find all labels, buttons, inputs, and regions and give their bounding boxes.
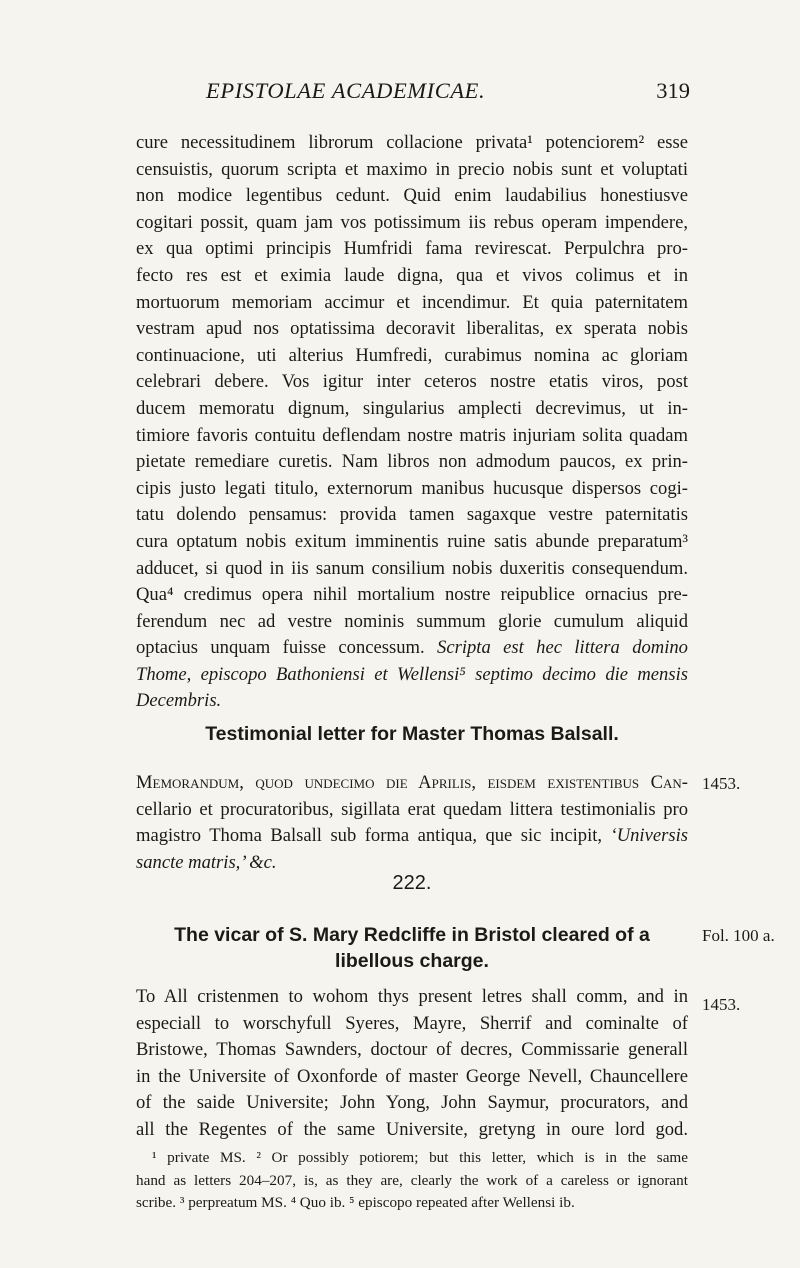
body-line: especiall to worschyfull Syeres, Mayre, Sherrif and cominalte of — [136, 1012, 688, 1034]
body-line: in the Universite of Oxonforde of master George Nevell, Chauncellere — [136, 1065, 688, 1087]
testimonial-heading: Testimonial letter for Master Thomas Balsall. — [205, 723, 619, 745]
body-line: all the Regentes of the same Universite, gretyng in oure lord god. — [136, 1118, 688, 1140]
margin-year-222: 1453. — [702, 995, 741, 1014]
margin-year-testimonial: 1453. — [702, 774, 741, 793]
footnote-line: ¹ private MS. ² Or possibly potiorem; but this letter, which is in the same — [152, 1149, 688, 1166]
body-line: fecto res est et eximia laude digna, qua et vivos colimus et in — [136, 264, 688, 286]
incipit-cont: sancte matris,’ &c. — [136, 851, 277, 873]
body-line: tatu dolendo pensamus: provida tamen sagaxque vestre paternitatis — [136, 504, 688, 526]
dating-clause-cont: Thome, episcopo Bathoniensi et Wellensi⁵ septimo decimo die mensis — [136, 663, 688, 685]
body-line: of the saide Universite; John Yong, John Saymur, procurators, and — [136, 1092, 688, 1114]
body-line-text: magistro Thoma Balsall sub forma antiqua, que sic incipit, — [136, 825, 603, 847]
body-line: Bristowe, Thomas Sawnders, doctour of decres, Commissarie generall — [136, 1039, 688, 1061]
body-line: censuistis, quorum scripta et maximo in precio nobis sunt et voluptati — [136, 158, 688, 180]
page-header — [136, 78, 688, 110]
body-line — [136, 770, 688, 797]
footnotes — [136, 1147, 688, 1215]
body-line: timiore favoris contuitu deflendam nostre matris injuriam solita quadam — [136, 424, 688, 446]
body-line: vestram apud nos optatissima decoravit liberalitas, ex sperata nobis — [136, 318, 688, 340]
body-line — [136, 635, 688, 662]
body-line: adducet, si quod in iis sanum consilium nobis duxeritis consequendum. — [136, 557, 688, 579]
page-number: 319 — [656, 78, 690, 103]
heading-line-2: libellous charge. — [335, 950, 489, 972]
body-line: pietate remediare curetis. Nam libros non admodum paucos, ex prin- — [136, 451, 688, 473]
body-line: non modice legentibus cedunt. Quid enim laudabilius honestiusve — [136, 185, 688, 207]
body-line: cura optatum nobis exitum imminentis ruine satis abunde preparatum³ — [136, 530, 688, 552]
dating-clause: Scripta est hec littera domino — [437, 637, 688, 659]
body-line: celebrari debere. Vos igitur inter ceteros nostre etatis viros, post — [136, 371, 688, 393]
heading-line-1: The vicar of S. Mary Redcliffe in Bristol cleared of a — [174, 924, 650, 946]
body-line: cogitari possit, quam jam vos potissimum iis rebus operam impendere, — [136, 211, 688, 233]
body-line — [136, 823, 688, 850]
incipit: ‘Universis — [610, 825, 688, 847]
body-line: cellario et procuratoribus, sigillata erat quedam littera testimonialis pro — [136, 798, 688, 820]
margin-folio: Fol. 100 a. — [702, 926, 775, 945]
body-line: mortuorum memoriam accimur et incendimur. Et quia paternitatem — [136, 291, 688, 313]
dating-clause-end: Decembris. — [136, 690, 222, 712]
body-line-text: optacius unquam fuisse concessum. — [136, 637, 425, 659]
body-line — [136, 662, 688, 689]
letter-body — [136, 130, 688, 715]
body-line: ducem memoratu dignum, singularius amplecti decrevimus, ut in- — [136, 397, 688, 419]
body-line — [136, 688, 688, 715]
memorandum-line: Memorandum, quod undecimo die Aprilis, eisdem existentibus Can- — [136, 772, 688, 793]
body-line: ferendum nec ad vestre nominis summum glorie cumulum aliquid — [136, 610, 688, 632]
body-line: continuacione, uti alterius Humfredi, curabimus nomina ac gloriam — [136, 344, 688, 366]
running-title: EPISTOLAE ACADEMICAE. — [206, 78, 486, 103]
body-line: Qua⁴ credimus opera nihil mortalium nostre reipublice ornacius pre- — [136, 584, 688, 606]
footnote-line: scribe. ³ perpreatum MS. ⁴ Quo ib. ⁵ episcopo repeated after Wellensi ib. — [136, 1194, 575, 1211]
letter-222-body — [136, 984, 688, 1144]
body-line: ex qua optimi principis Humfridi fama revirescat. Perpulchra pro- — [136, 238, 688, 260]
body-line: cipis justo legati titulo, externorum manibus hucusque dispersos cogi- — [136, 477, 688, 499]
letter-222-heading — [136, 922, 688, 974]
footnote-line: hand as letters 204–207, is, as they are, clearly the work of a careless or ignorant — [136, 1171, 688, 1189]
testimonial-body — [136, 770, 688, 876]
body-line: To All cristenmen to wohom thys present letres shall comm, and in — [136, 986, 688, 1007]
letter-number: 222. — [392, 872, 432, 894]
body-line: cure necessitudinem librorum collacione privata¹ potenciorem² esse — [136, 132, 688, 153]
